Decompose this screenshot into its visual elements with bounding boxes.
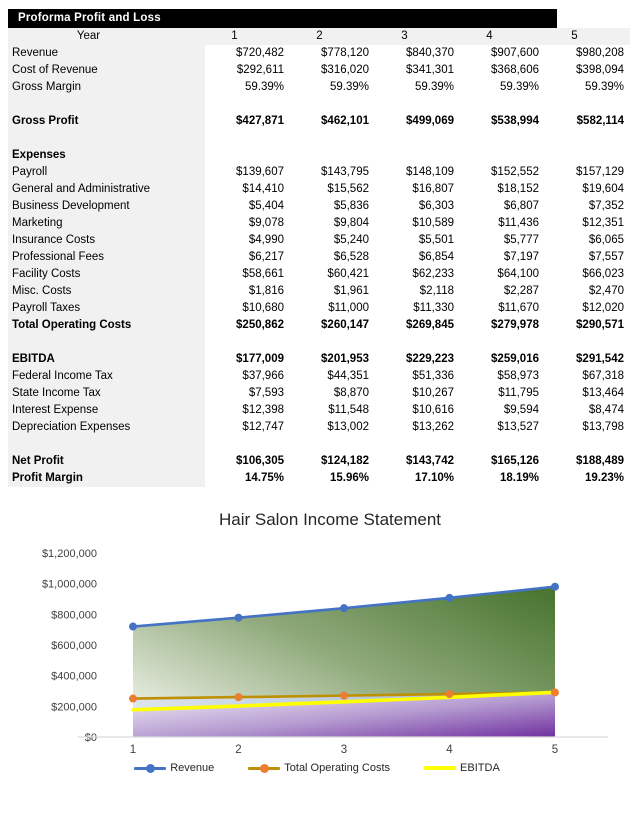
cell-value: $37,966 [205,368,290,385]
y-axis-tick-label: $0 [84,732,97,744]
cell-value [205,334,290,351]
cell-value: $10,267 [375,385,460,402]
data-point-marker [446,594,454,602]
cell-value [545,130,630,147]
cell-value [375,130,460,147]
y-axis-tick-label: $600,000 [51,640,97,652]
cell-value: 59.39% [290,79,375,96]
cell-value: $11,330 [375,300,460,317]
cell-value: 59.39% [375,79,460,96]
row-label: Misc. Costs [8,283,205,300]
cell-value [460,147,545,164]
row-label: Net Profit [8,453,205,470]
table-row [8,317,630,334]
cell-value: $279,978 [460,317,545,334]
cell-value: $5,836 [290,198,375,215]
cell-value: $6,217 [205,249,290,266]
cell-value: $7,557 [545,249,630,266]
cell-value [290,334,375,351]
cell-value: $582,114 [545,113,630,130]
cell-value [375,334,460,351]
x-axis-tick-label: 2 [235,744,242,756]
year-column-header: 4 [460,28,545,45]
data-point-marker [446,690,454,698]
table-row [8,164,630,181]
cell-value: $11,000 [290,300,375,317]
row-label [8,436,205,453]
cell-value: $291,542 [545,351,630,368]
row-label: Expenses [8,147,205,164]
row-label: Federal Income Tax [8,368,205,385]
row-label [8,334,205,351]
cell-value: $201,953 [290,351,375,368]
sheet-title-bar: Proforma Profit and Loss [8,9,557,28]
row-label: Depreciation Expenses [8,419,205,436]
chart-title: Hair Salon Income Statement [218,510,442,529]
cell-value: $10,680 [205,300,290,317]
cell-value [205,436,290,453]
row-label: Cost of Revenue [8,62,205,79]
table-row [8,453,630,470]
cell-value [545,96,630,113]
cell-value: $368,606 [460,62,545,79]
cell-value: $143,742 [375,453,460,470]
table-row [8,249,630,266]
legend-line-sample [248,767,280,770]
x-axis-tick-label: 4 [446,744,453,756]
cell-value: $290,571 [545,317,630,334]
data-point-marker [235,614,243,622]
cell-value: $5,240 [290,232,375,249]
cell-value: $11,795 [460,385,545,402]
cell-value [460,436,545,453]
legend-item [248,762,390,774]
y-axis-tick-label: $1,000,000 [41,578,97,591]
cell-value: $2,470 [545,283,630,300]
cell-value: $2,118 [375,283,460,300]
cell-value: 59.39% [205,79,290,96]
income-statement-chart [0,498,634,774]
table-row [8,45,630,62]
cell-value: 59.39% [545,79,630,96]
cell-value [205,147,290,164]
cell-value: 17.10% [375,470,460,487]
cell-value: $720,482 [205,45,290,62]
row-label: Profit Margin [8,470,205,487]
cell-value: $499,069 [375,113,460,130]
legend-line-sample [424,766,456,770]
cell-value: $8,474 [545,402,630,419]
cell-value: $1,816 [205,283,290,300]
y-axis-tick-label: $200,000 [51,701,97,714]
cell-value: $980,208 [545,45,630,62]
cell-value: $250,862 [205,317,290,334]
table-row [8,198,630,215]
cell-value: $9,078 [205,215,290,232]
area-chart-canvas [0,498,634,756]
cell-value [290,96,375,113]
table-row [8,62,630,79]
cell-value: $13,527 [460,419,545,436]
cell-value: $259,016 [460,351,545,368]
data-point-marker [129,695,137,703]
cell-value: $14,410 [205,181,290,198]
year-header-label: Year [8,28,205,45]
row-label: Payroll Taxes [8,300,205,317]
spacer-row [8,334,630,351]
cell-value [205,96,290,113]
table-row [8,266,630,283]
cell-value: $427,871 [205,113,290,130]
y-axis-tick-label: $400,000 [51,670,97,683]
cell-value: $58,661 [205,266,290,283]
cell-value: $7,197 [460,249,545,266]
cell-value: $11,548 [290,402,375,419]
table-row [8,300,630,317]
cell-value: $152,552 [460,164,545,181]
cell-value: $840,370 [375,45,460,62]
cell-value [205,130,290,147]
table-row [8,385,630,402]
row-label: General and Administrative [8,181,205,198]
table-row [8,402,630,419]
cell-value: $165,126 [460,453,545,470]
cell-value: $2,287 [460,283,545,300]
spacer-row [8,436,630,453]
cell-value: $778,120 [290,45,375,62]
cell-value: $316,020 [290,62,375,79]
cell-value: $6,854 [375,249,460,266]
cell-value: $62,233 [375,266,460,283]
y-axis-tick-label: $1,200,000 [41,548,97,560]
data-point-marker [340,692,348,700]
cell-value: $13,464 [545,385,630,402]
legend-item [424,762,500,774]
cell-value [290,436,375,453]
row-label: Revenue [8,45,205,62]
row-label [8,96,205,113]
table-row [8,79,630,96]
table-row [8,351,630,368]
cell-value: $6,807 [460,198,545,215]
cell-value: $4,990 [205,232,290,249]
legend-line-sample [134,767,166,770]
cell-value: $148,109 [375,164,460,181]
cell-value: $64,100 [460,266,545,283]
cell-value: $5,404 [205,198,290,215]
legend-marker-dot [146,764,155,773]
cell-value: $12,747 [205,419,290,436]
cell-value: $13,002 [290,419,375,436]
table-header-row [8,28,630,45]
cell-value: $6,303 [375,198,460,215]
cell-value: $13,798 [545,419,630,436]
row-label [8,130,205,147]
cell-value [545,147,630,164]
row-label: Payroll [8,164,205,181]
cell-value: $260,147 [290,317,375,334]
cell-value: $177,009 [205,351,290,368]
table-row [8,113,630,130]
x-axis-tick-label: 1 [129,744,137,756]
cell-value [545,334,630,351]
table-row [8,419,630,436]
legend-label: Total Operating Costs [284,762,391,774]
cell-value: $269,845 [375,317,460,334]
cell-value: $10,616 [375,402,460,419]
row-label: Marketing [8,215,205,232]
row-label: State Income Tax [8,385,205,402]
cell-value: 19.23% [545,470,630,487]
cell-value [460,130,545,147]
row-label: EBITDA [8,351,205,368]
table-row [8,181,630,198]
spacer-row [8,96,630,113]
legend-item [134,762,214,774]
cell-value: $1,961 [290,283,375,300]
spacer-row [8,130,630,147]
cell-value [290,130,375,147]
cell-value: $18,152 [460,181,545,198]
cell-value: 59.39% [460,79,545,96]
cell-value: $12,398 [205,402,290,419]
legend-marker-dot [260,764,269,773]
cell-value: $462,101 [290,113,375,130]
cell-value: $341,301 [375,62,460,79]
legend-label: EBITDA [460,762,500,774]
cell-value: $15,562 [290,181,375,198]
row-label: Gross Profit [8,113,205,130]
data-point-marker [235,693,243,701]
table-row [8,470,630,487]
row-label: Total Operating Costs [8,317,205,334]
cell-value: $16,807 [375,181,460,198]
profit-loss-sheet [8,9,630,487]
data-point-marker [340,604,348,612]
year-column-header: 3 [375,28,460,45]
cell-value [375,96,460,113]
row-label: Facility Costs [8,266,205,283]
year-column-header: 5 [545,28,630,45]
cell-value: $11,436 [460,215,545,232]
cell-value: $13,262 [375,419,460,436]
cell-value: 15.96% [290,470,375,487]
data-point-marker [551,688,559,696]
cell-value: $7,352 [545,198,630,215]
row-label: Insurance Costs [8,232,205,249]
cell-value [290,147,375,164]
cell-value: 14.75% [205,470,290,487]
year-column-header: 2 [290,28,375,45]
cell-value: $7,593 [205,385,290,402]
legend-label: Revenue [170,762,215,774]
cell-value: $67,318 [545,368,630,385]
cell-value: $12,351 [545,215,630,232]
profit-loss-table [8,28,630,487]
row-label: Business Development [8,198,205,215]
cell-value: $19,604 [545,181,630,198]
row-label: Gross Margin [8,79,205,96]
data-point-marker [551,583,559,591]
cell-value: 18.19% [460,470,545,487]
cell-value: $44,351 [290,368,375,385]
x-axis-tick-label: 3 [340,744,348,756]
cell-value: $188,489 [545,453,630,470]
y-axis-tick-label: $800,000 [51,609,97,622]
cell-value: $9,804 [290,215,375,232]
cell-value: $124,182 [290,453,375,470]
cell-value: $8,870 [290,385,375,402]
cell-value: $398,094 [545,62,630,79]
cell-value: $143,795 [290,164,375,181]
cell-value: $907,600 [460,45,545,62]
cell-value: $106,305 [205,453,290,470]
cell-value [545,436,630,453]
data-point-marker [129,623,137,631]
year-column-header: 1 [205,28,290,45]
cell-value: $11,670 [460,300,545,317]
row-label: Interest Expense [8,402,205,419]
x-axis-tick-label: 5 [551,744,559,756]
cell-value [375,147,460,164]
cell-value: $9,594 [460,402,545,419]
table-row [8,283,630,300]
cell-value: $157,129 [545,164,630,181]
chart-legend [0,762,634,774]
cell-value: $58,973 [460,368,545,385]
cell-value: $538,994 [460,113,545,130]
cell-value [375,436,460,453]
cell-value [460,334,545,351]
cell-value [460,96,545,113]
cell-value: $5,777 [460,232,545,249]
cell-value: $51,336 [375,368,460,385]
table-row [8,368,630,385]
cell-value: $229,223 [375,351,460,368]
cell-value: $6,528 [290,249,375,266]
row-label: Professional Fees [8,249,205,266]
cell-value: $12,020 [545,300,630,317]
cell-value: $292,611 [205,62,290,79]
cell-value: $139,607 [205,164,290,181]
cell-value: $66,023 [545,266,630,283]
table-row [8,232,630,249]
table-row [8,147,630,164]
cell-value: $5,501 [375,232,460,249]
cell-value: $10,589 [375,215,460,232]
cell-value: $6,065 [545,232,630,249]
cell-value: $60,421 [290,266,375,283]
table-row [8,215,630,232]
